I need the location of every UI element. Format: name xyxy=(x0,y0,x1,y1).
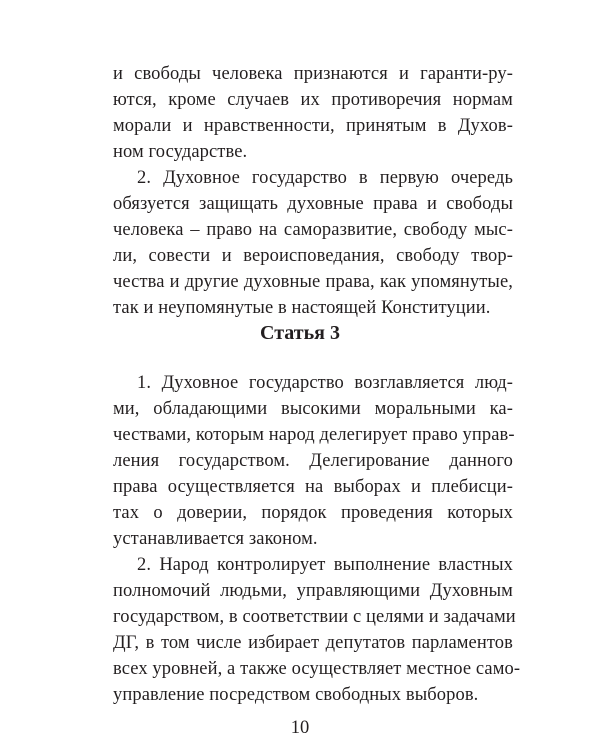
text-line: ном государстве. xyxy=(113,142,248,162)
text-line: управление посредством свободных выборов. xyxy=(113,685,479,705)
text-line: полномочий людьми, управляющими Духовным xyxy=(113,581,513,601)
text-line: морали и нравственности, принятым в Духов- xyxy=(113,116,513,136)
text-line: 2. Народ контролирует выполнение властных xyxy=(137,555,513,575)
text-line: устанавливается законом. xyxy=(113,529,318,549)
text-line: ли, совести и вероисповедания, свободу твор- xyxy=(113,246,513,266)
text-line: человека – право на саморазвитие, свободу мыс- xyxy=(113,220,513,240)
text-line: ми, обладающими высокими моральными ка- xyxy=(113,399,513,419)
text-line: тах о доверии, порядок проведения которых xyxy=(113,503,513,523)
text-line: всех уровней, а также осуществляет местное само- xyxy=(113,659,521,679)
text-line: государством, в соответствии с целями и задачами xyxy=(113,607,516,627)
text-line: 1. Духовное государство возглавляется люд- xyxy=(137,373,513,393)
text-line: ются, кроме случаев их противоречия нормам xyxy=(113,90,513,110)
text-line: ления государством. Делегирование данного xyxy=(113,451,513,471)
text-line: чества и другие духовные права, как упомянутые, xyxy=(113,272,513,292)
article-heading: Статья 3 xyxy=(260,322,340,344)
text-line: права осуществляется на выборах и плебисци- xyxy=(113,477,513,497)
text-line: чествами, которым народ делегирует право управ- xyxy=(113,425,515,445)
page-number: 10 xyxy=(290,718,310,738)
text-line: 2. Духовное государство в первую очередь xyxy=(137,168,513,188)
text-line: и свободы человека признаются и гаранти-ру- xyxy=(113,64,513,84)
text-line: так и неупомянутые в настоящей Конституции. xyxy=(113,298,491,318)
text-line: ДГ, в том числе избирает депутатов парламентов xyxy=(113,633,513,653)
text-line: обязуется защищать духовные права и свободы xyxy=(113,194,513,214)
